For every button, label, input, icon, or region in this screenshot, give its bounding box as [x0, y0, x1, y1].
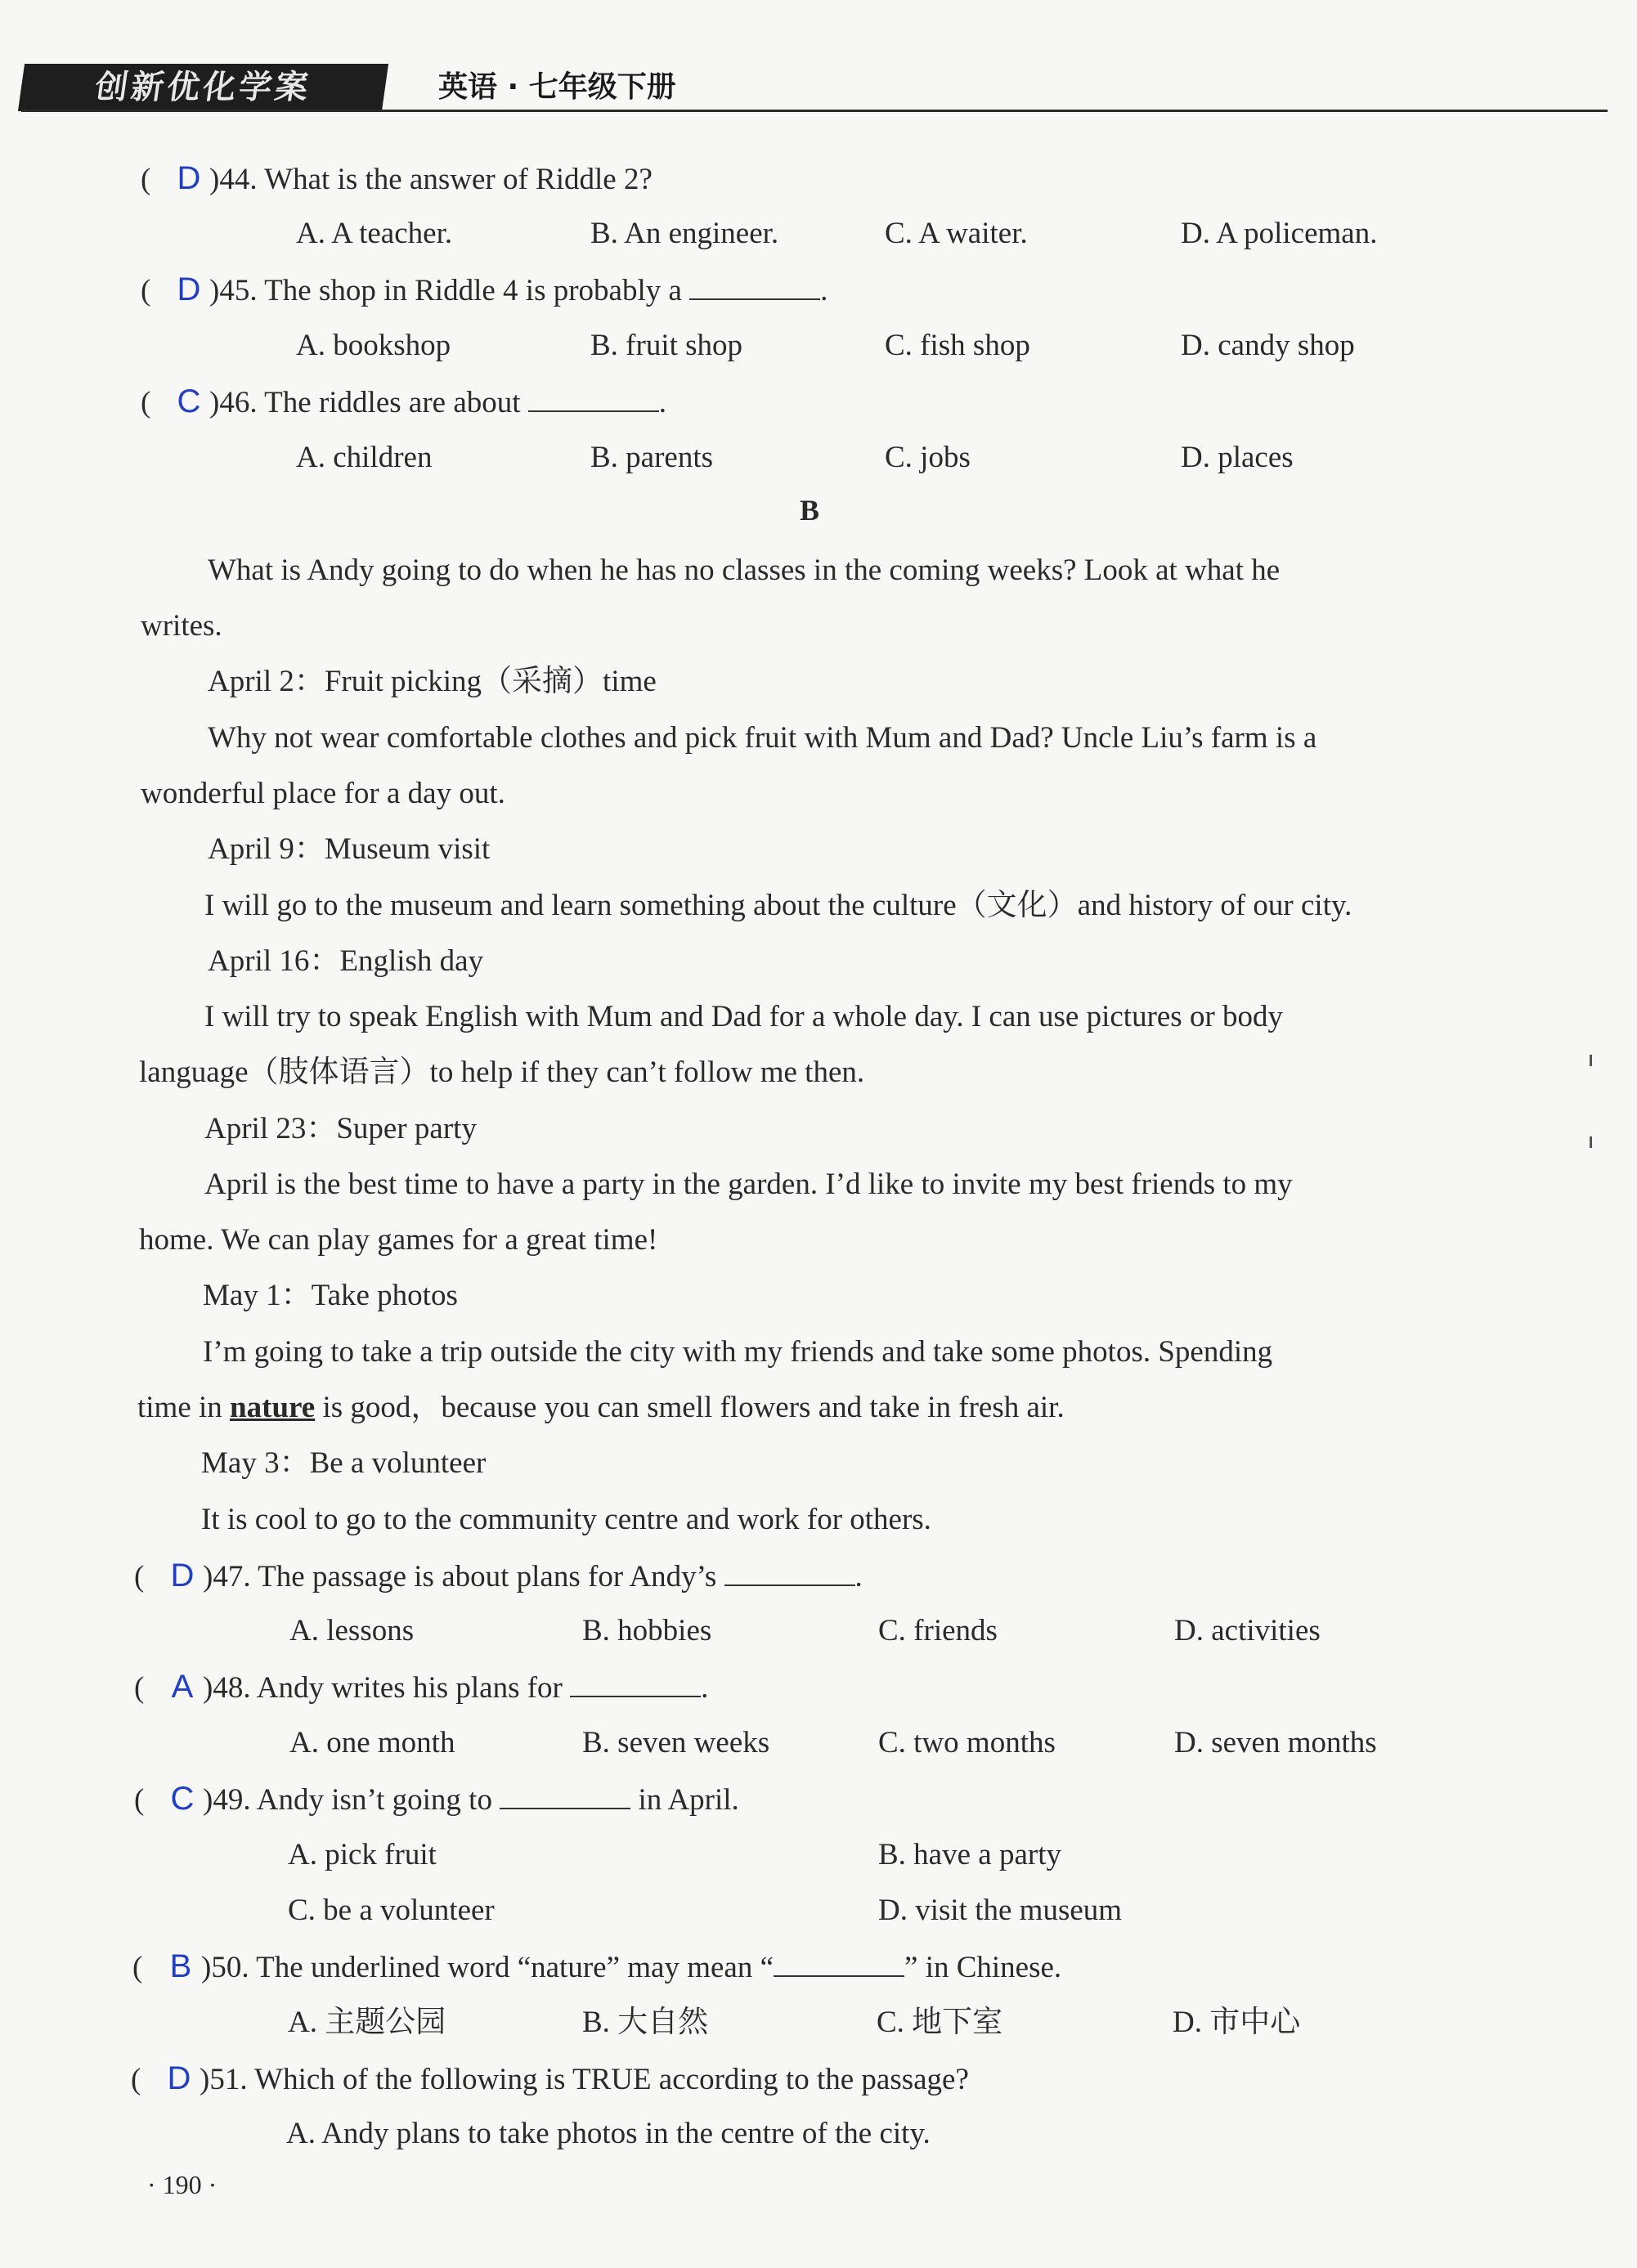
option: D. activities — [1174, 1614, 1321, 1647]
entry-title: April 2：Fruit picking（采摘）time — [208, 665, 657, 698]
answer-blank — [724, 1560, 855, 1586]
question-48 — [134, 1665, 708, 1710]
paren: ( — [132, 1951, 143, 1984]
paren: ( — [141, 386, 151, 419]
option: A. 主题公园 — [288, 2006, 446, 2039]
answer-blank — [774, 1951, 904, 1977]
paren: ( — [134, 1560, 145, 1593]
question-stem-end: . — [701, 1671, 709, 1705]
answer-blank — [500, 1783, 630, 1809]
option: B. parents — [590, 441, 714, 474]
option: A. one month — [289, 1726, 455, 1759]
question-45 — [141, 268, 827, 312]
option: C. A waiter. — [885, 217, 1028, 250]
answer: D — [167, 2060, 191, 2096]
paren: ( — [134, 1783, 145, 1817]
question-stem: The riddles are about — [264, 386, 521, 419]
question-number: )44. — [209, 163, 258, 196]
option: A. lessons — [289, 1614, 415, 1647]
option: C. two months — [878, 1726, 1056, 1759]
option: B. seven weeks — [582, 1726, 770, 1759]
passage-line: I will try to speak English with Mum and Dad for a whole day. I can use pictures or body — [204, 1000, 1284, 1033]
question-stem-end: in April. — [638, 1783, 739, 1817]
passage-line: What is Andy going to do when he has no classes in the coming weeks? Look at what he — [208, 554, 1280, 587]
question-stem: Andy isn’t going to — [256, 1783, 492, 1817]
passage-line: It is cool to go to the community centre and work for others. — [201, 1503, 931, 1536]
question-stem-end: . — [658, 386, 667, 419]
question-46 — [141, 380, 666, 424]
question-50 — [132, 1945, 1061, 1989]
question-number: )49. — [203, 1783, 251, 1817]
question-stem: The underlined word “nature” may mean “ — [256, 1951, 774, 1984]
option: D. visit the museum — [878, 1894, 1123, 1927]
question-47 — [134, 1554, 863, 1598]
entry-title: April 23：Super party — [204, 1112, 477, 1145]
answer-blank — [570, 1671, 701, 1697]
book-title: 英语 · 七年级下册 — [438, 70, 676, 104]
question-44 — [141, 157, 653, 201]
question-stem: Andy writes his plans for — [256, 1671, 563, 1705]
option: C. fish shop — [885, 329, 1030, 362]
passage-line: home. We can play games for a great time! — [139, 1223, 658, 1257]
passage-line: I will go to the museum and learn something about the culture（文化）and history of our city. — [204, 889, 1352, 922]
passage-line: writes. — [141, 609, 222, 643]
option: C. be a volunteer — [288, 1894, 495, 1927]
paren: ( — [131, 2063, 141, 2096]
passage-line: wonderful place for a day out. — [141, 777, 505, 810]
question-stem: The passage is about plans for Andy’s — [258, 1560, 717, 1593]
paren: ( — [134, 1671, 145, 1705]
passage-line: language（肢体语言）to help if they can’t follow me then. — [139, 1056, 865, 1089]
paren: ( — [141, 274, 151, 307]
section-heading: B — [800, 494, 820, 527]
question-stem: What is the answer of Riddle 2? — [264, 163, 653, 196]
entry-title: May 1：Take photos — [203, 1279, 458, 1312]
passage-line — [137, 1387, 1065, 1429]
option: D. places — [1181, 441, 1294, 474]
answer: A — [171, 1669, 194, 1705]
answer: B — [169, 1948, 192, 1984]
option: D. A policeman. — [1181, 217, 1378, 250]
underlined-word: nature — [230, 1391, 316, 1424]
question-49 — [134, 1777, 739, 1822]
question-number: )48. — [203, 1671, 251, 1705]
question-number: )45. — [209, 274, 258, 307]
answer: D — [177, 271, 201, 307]
question-stem: Which of the following is TRUE according to the passage? — [254, 2063, 969, 2096]
entry-title: April 16：English day — [208, 944, 484, 978]
page-header — [21, 64, 1608, 113]
passage-line: April is the best time to have a party in the garden. I’d like to invite my best friends to my — [204, 1168, 1293, 1201]
option: A. bookshop — [296, 329, 451, 362]
option: A. children — [296, 441, 433, 474]
answer: D — [177, 160, 201, 196]
answer-blank — [528, 386, 659, 412]
page-number: · 190 · — [147, 2170, 218, 2199]
question-stem-end: . — [820, 274, 828, 307]
question-stem-end: . — [854, 1560, 863, 1593]
answer: C — [177, 383, 201, 419]
question-number: )46. — [209, 386, 258, 419]
entry-title: May 3：Be a volunteer — [201, 1446, 487, 1480]
answer: C — [170, 1781, 195, 1817]
answer: D — [170, 1558, 195, 1593]
question-number: )51. — [200, 2063, 248, 2096]
option: A. pick fruit — [288, 1838, 437, 1871]
option: D. seven months — [1174, 1726, 1377, 1759]
option: B. An engineer. — [590, 217, 779, 250]
text-run: is good，because you can smell flowers and take in fresh air. — [322, 1391, 1065, 1424]
question-number: )47. — [203, 1560, 251, 1593]
margin-mark — [1590, 1055, 1592, 1066]
question-51 — [131, 2057, 969, 2101]
option: D. 市中心 — [1173, 2006, 1301, 2039]
header-divider — [21, 110, 1608, 112]
option: A. A teacher. — [296, 217, 453, 250]
option: B. have a party — [878, 1838, 1061, 1871]
option: C. jobs — [885, 441, 971, 474]
question-number: )50. — [201, 1951, 249, 1984]
entry-title: April 9：Museum visit — [208, 832, 491, 866]
brand-logo: 创新优化学案 — [18, 64, 388, 111]
option: D. candy shop — [1181, 329, 1355, 362]
option: C. friends — [878, 1614, 998, 1647]
option: B. fruit shop — [590, 329, 743, 362]
answer-blank — [689, 274, 820, 300]
paren: ( — [141, 163, 151, 196]
question-stem-end: ” in Chinese. — [904, 1951, 1062, 1984]
question-stem: The shop in Riddle 4 is probably a — [264, 274, 682, 307]
option: B. hobbies — [582, 1614, 712, 1647]
passage-line: Why not wear comfortable clothes and pick fruit with Mum and Dad? Uncle Liu’s farm is a — [208, 721, 1317, 755]
option: C. 地下室 — [877, 2006, 1003, 2039]
passage-line: I’m going to take a trip outside the city with my friends and take some photos. Spending — [203, 1335, 1273, 1369]
margin-mark — [1590, 1136, 1592, 1148]
option: B. 大自然 — [582, 2006, 709, 2039]
option: A. Andy plans to take photos in the centre of the city. — [286, 2117, 931, 2150]
text-run: time in — [137, 1391, 222, 1424]
